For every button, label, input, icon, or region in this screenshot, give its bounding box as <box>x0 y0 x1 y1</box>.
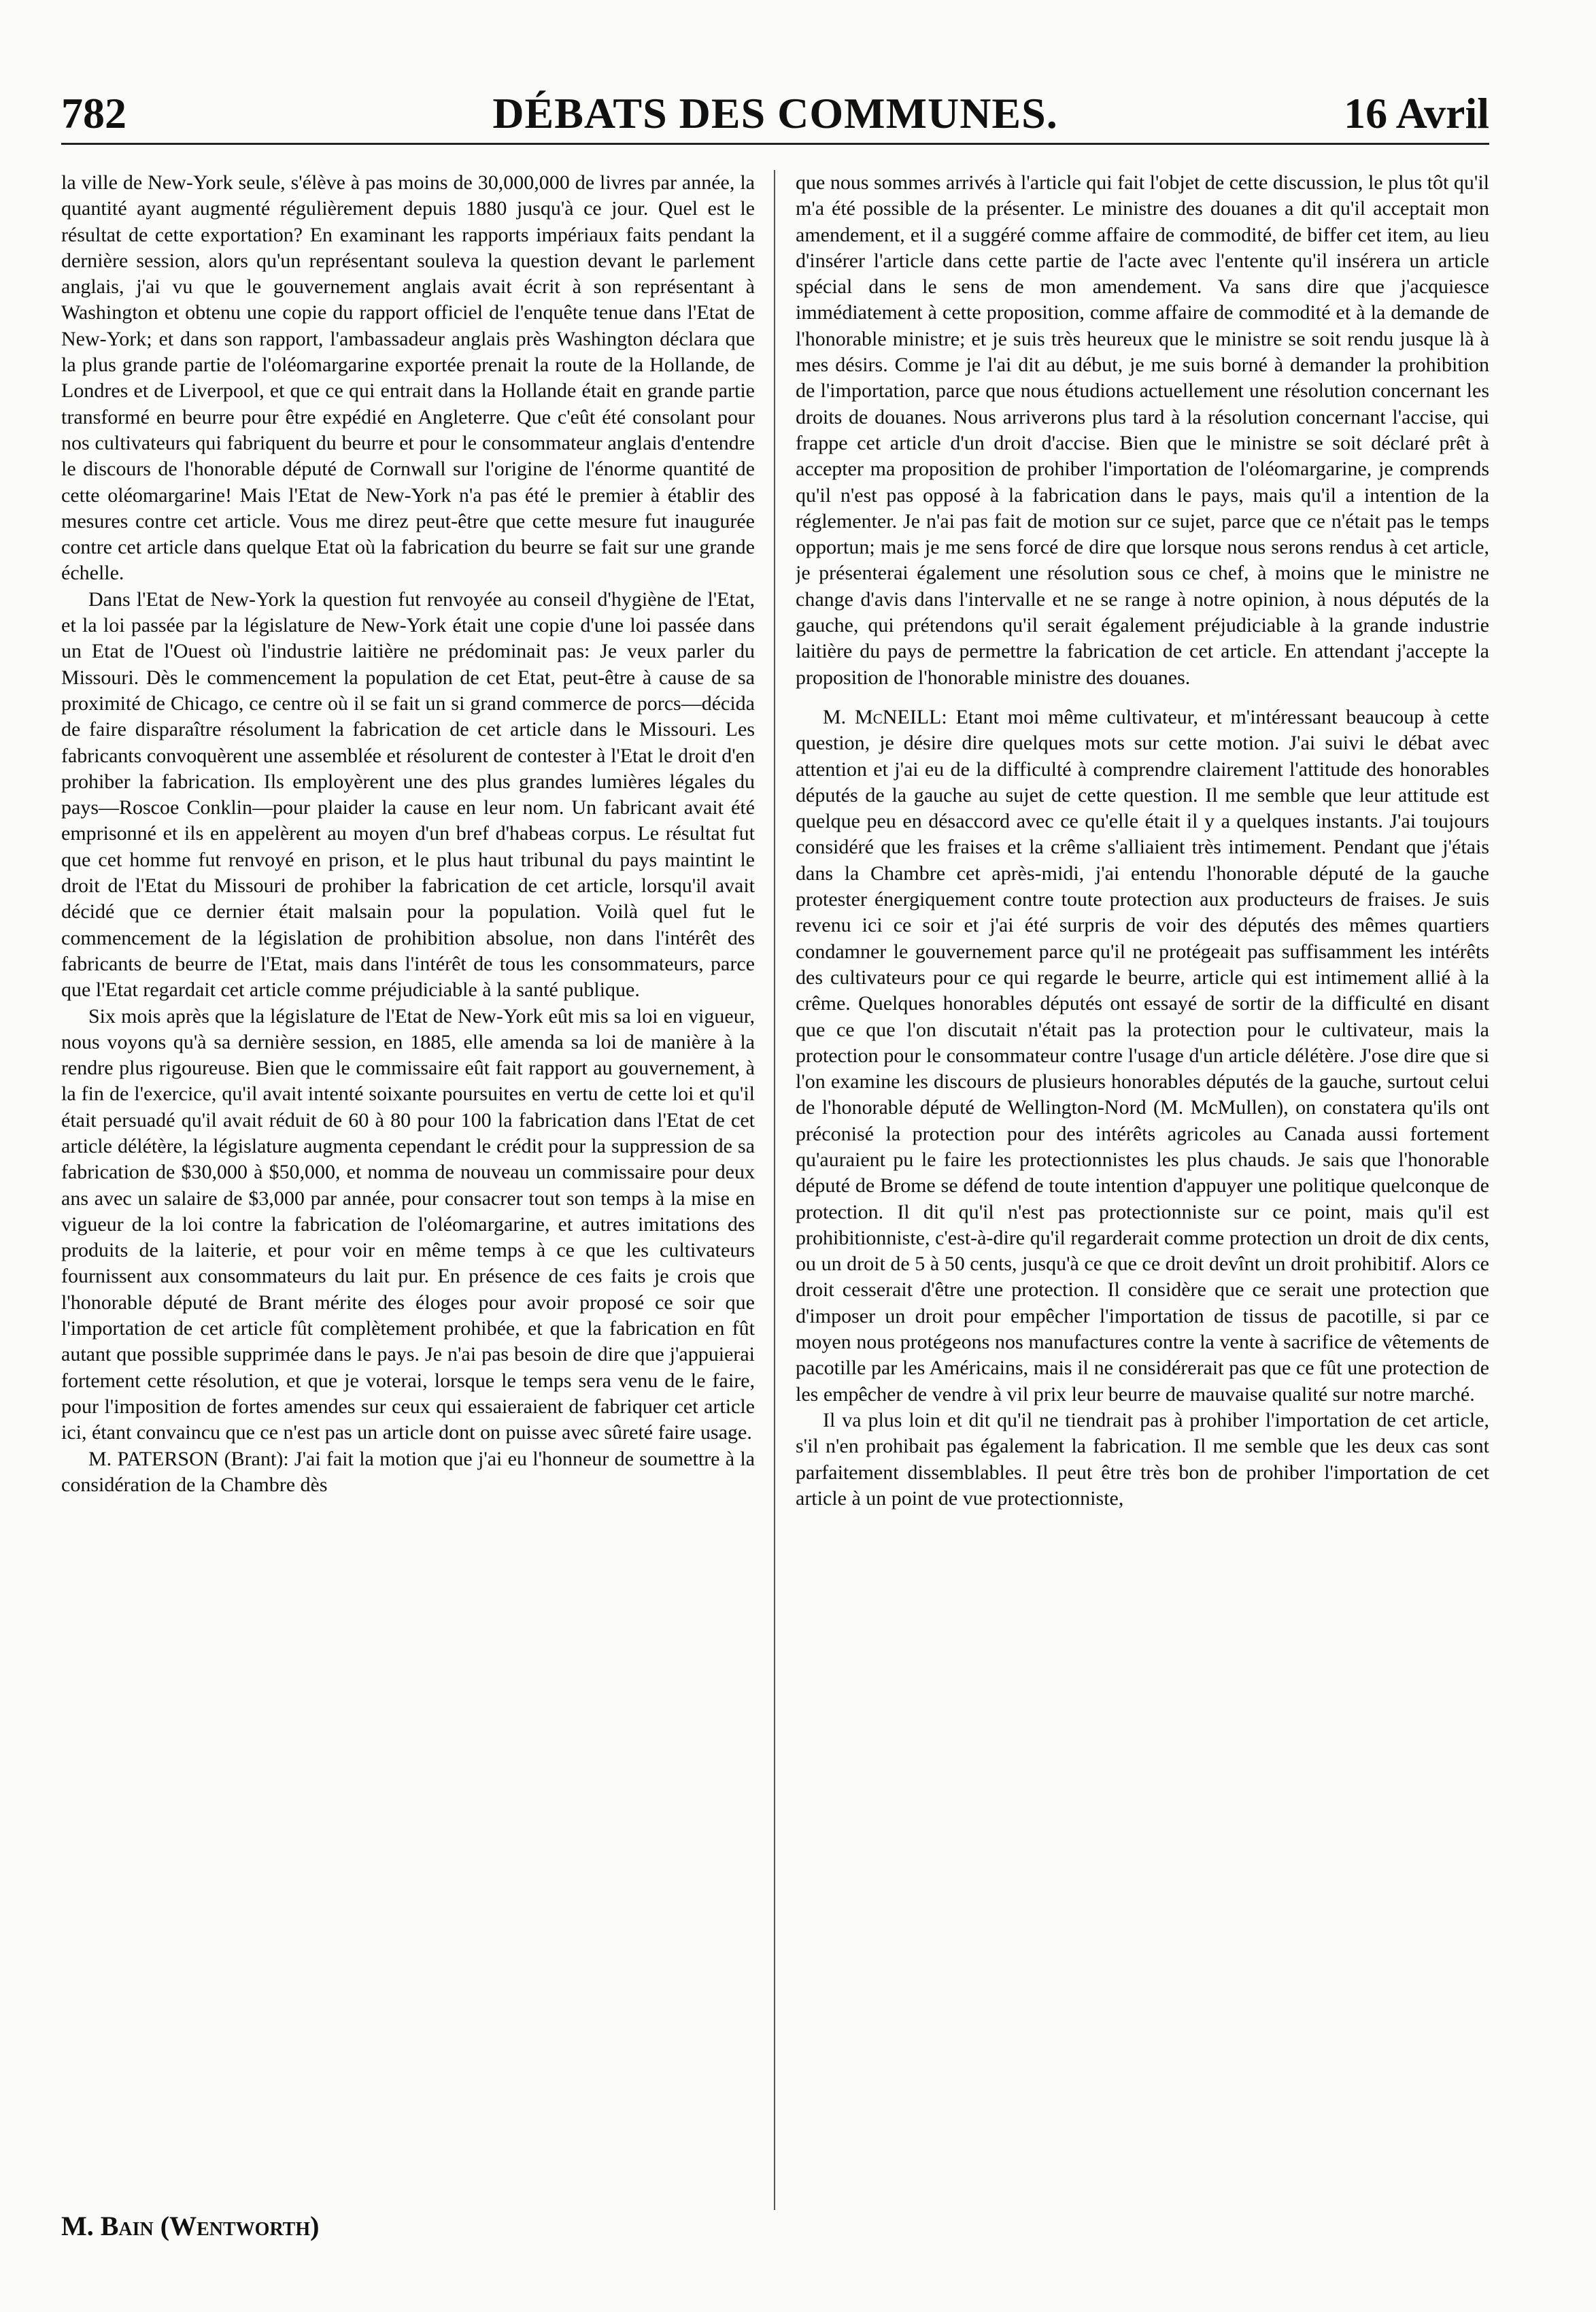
paragraph: que nous sommes arrivés à l'article qui fait l'objet de cette discussion, le plus tôt qu'il m'a été possible de la présenter. Le ministre des douanes a dit qu'il acceptait mon amendement, et il a suggéré comme affaire de commodité, de biffer cet item, au lieu d'insérer l'article dans cette partie de l'acte avec l'entente qu'il insérera un article spécial dans le sens de mon amendement. Va sans dire que j'acquiesce immédiatement à cette proposition, comme affaire de commodité et à la demande de l'honorable ministre; et je suis très heureux que le ministre se soit rendu jusque là à mes désirs. Comme je l'ai dit au début, je me suis borné à demander la prohibition de l'importation, parce que nous étudions actuellement une résolution concernant les droits de douanes. Nous arriverons plus tard à la résolution concernant l'accise, qui frappe cet article d'un droit d'accise. Bien que le ministre se soit déclaré prêt à accepter ma proposition de prohiber l'importation de l'oléomargarine, je comprends qu'il n'est pas opposé à la fabrication dans le pays, mais qu'il a intention de la réglementer. Je n'ai pas fait de motion sur ce sujet, parce que ce n'était pas le temps opportun; mais je me sens forcé de dire que lorsque nous serons rendus à cet article, je présenterai également une résolution sous ce chef, à moins que le ministre ne change d'avis dans l'intervalle et ne se range à notre opinion, à nous députés de la gauche, qui prétendons qu'il serait également préjudiciable à la grande industrie laitière du pays de permettre la fabrication de cet article. En attendant j'accepte la proposition de l'honorable ministre des douanes. <box>796 171 1489 689</box>
paragraph <box>61 1446 755 1499</box>
page-header <box>61 41 1489 145</box>
speaker-name: M. McNEILL <box>823 705 942 728</box>
text-columns <box>61 170 1489 2251</box>
speech-text: (Brant): J'ai fait la motion que j'ai eu l'honneur de soumettre à la considération de la Chambre dès <box>61 1447 755 1496</box>
left-column <box>61 170 755 2210</box>
paragraph: la ville de New-York seule, s'élève à pas moins de 30,000,000 de livres par année, la quantité ayant augmenté régulièrement depuis 1880 jusqu'à ce jour. Quel est le résultat de cette exportation? En examinant les rapports impériaux faits pendant la dernière session, alors qu'un représentant souleva la question devant le parlement anglais, j'ai vu que le gouvernement anglais avait écrit à son représentant à Washington et obtenu une copie du rapport officiel de l'enquête tenue dans l'Etat de New-York; et dans son rapport, l'ambassadeur anglais près Washington déclara que la plus grande partie de l'oléomargarine exportée prenait la route de la Hollande, de Londres et de Liverpool, et que ce qui entrait dans la Hollande était en grande partie transformé en beurre pour être expédié en Angleterre. Que c'eût été consolant pour nos cultivateurs qui fabriquent du beurre et pour le consommateur anglais d'entendre le discours de l'honorable député de Cornwall sur l'origine de l'énorme quantité de cette oléomargarine! Mais l'Etat de New-York n'a pas été le premier à établir des mesures contre cet article. Vous me direz peut-être que cette mesure fut inaugurée contre cet article dans quelque Etat où la fabrication du beurre se fait sur une grande échelle. <box>61 171 755 585</box>
paragraph <box>796 704 1489 1408</box>
paragraph: Dans l'Etat de New-York la question fut renvoyée au conseil d'hygiène de l'Etat, et la loi passée par la législature de New-York était une copie d'une loi passée dans un Etat de l'Ouest où l'industrie laitière ne prédominait pas: Je veux parler du Missouri. Dès le commencement la population de cet Etat, peut-être à cause de sa proximité de Chicago, ce centre où il se fait un si grand commerce de porcs—décida de faire disparaître résolument la fabrication de cet article dans le Missouri. Les fabricants convoquèrent une assemblée et résolurent de contester à l'Etat le droit d'en prohiber la fabrication. Ils employèrent une des plus grandes lumières légales du pays—Roscoe Conklin—pour plaider la cause en leur nom. Un fabricant avait été emprisonné et ils en appelèrent au moyen d'un bref d'habeas corpus. Le résultat fut que cet homme fut renvoyé en prison, et le plus haut tribunal du pays maintint le droit de l'Etat du Missouri de prohiber la fabrication de cet article, lorsqu'il avait décidé que ce dernier était malsain pour la population. Voilà quel fut le commencement de la législation de prohibition absolue, non dans l'intérêt des fabricants de beurre de l'Etat, mais dans l'intérêt de tous les consommateurs, parce que l'Etat regardait cet article comme préjudiciable à la santé publique. <box>61 588 755 1002</box>
speaker-name: M. PATERSON <box>88 1447 219 1470</box>
column-divider <box>774 170 775 2210</box>
page-number: 782 <box>61 89 126 137</box>
date-label: 16 Avril <box>1344 89 1489 137</box>
footer-note: M. Bain (Wentworth) <box>61 2211 320 2241</box>
right-column <box>796 170 1489 2210</box>
speech-text: : Etant moi même cultivateur, et m'intéressant beaucoup à cette question, je désire dire quelques mots sur cette motion. J'ai suivi le débat avec attention et j'ai eu de la difficulté à comprendre clairement l'attitude des honorables députés de la gauche au sujet de cette question. Il me semble que leur attitude est quelque peu en désaccord avec ce qu'elle était il y a quelques instants. J'ai toujours considéré que les fraises et la crême s'alliaient très intimement. Pendant que j'étais dans la Chambre cet après-midi, j'ai entendu l'honorable député de la gauche protester énergiquement contre toute protection aux producteurs de fraises. Je suis revenu ici ce soir et j'ai été surpris de voir des députés des mêmes quartiers condamner le gouvernement parce qu'il ne protégeait pas suffisamment les intérêts des cultivateurs pour ce qui regarde le beurre, article qui est intimement allié à la crême. Quelques honorables députés ont essayé de sortir de la difficulté en disant que ce que l'on discutait n'était pas la protection pour le cultivateur, mais la protection pour le consommateur contre l'usage d'un article délétère. J'ose dire que si l'on examine les discours de plusieurs honorables députés de la gauche, surtout celui de l'honorable député de Wellington-Nord (M. McMullen), on constatera qu'ils ont préconisé la protection pour des intérêts agricoles au Canada aussi fortement qu'auraient pu le faire les protectionnistes les plus chauds. Je sais que l'honorable député de Brome se défend de toute intention d'appuyer une politique quelconque de protection. Il dit qu'il n'est pas protectionniste sur ce point, mais qu'il est prohibitionniste, c'est-à-dire qu'il regarderait comme protection un droit de dix cents, ou un droit de 5 à 50 cents, jusqu'à ce que ce droit devînt un droit prohibitif. Alors ce droit cesserait d'être une protection. Il considère que ce serait une protection que d'imposer un droit pour empêcher l'importation de tissus de pacotille, si par ce moyen nous protégeons nos manufactures contre la vente à sacrifice de vêtements de pacotille par les Américains, mais il ne considérerait pas que ce fût une protection de les empêcher de vendre à vil prix leur beurre de mauvaise qualité sur notre marché. <box>796 705 1489 1406</box>
running-title: DÉBATS DES COMMUNES. <box>492 89 1058 137</box>
paragraph: Six mois après que la législature de l'Etat de New-York eût mis sa loi en vigueur, nous voyons qu'à sa dernière session, en 1885, elle amenda sa loi de manière à la rendre plus rigoureuse. Bien que le commissaire eût fait rapport au gouvernement, à la fin de l'exercice, qu'il avait intenté soixante poursuites en vertu de cette loi et qu'il était persuadé qu'il avait réduit de 60 à 80 pour 100 la fabrication dans l'Etat de cet article délétère, la législature augmenta cependant le crédit pour la suppression de sa fabrication de $30,000 à $50,000, et nomma de nouveau un commissaire pour deux ans avec un salaire de $3,000 par année, pour consacrer tout son temps à la mise en vigueur de la loi contre la fabrication de l'oléomargarine, et autres imitations des produits de la laiterie, et pour voir en même temps à ce que les cultivateurs fournissent aux consommateurs du lait pur. En présence de ces faits je crois que l'honorable député de Brant mérite des éloges pour avoir proposé ce soir que l'importation de cet article fût complètement prohibée, et que la fabrication en fût autant que possible supprimée dans le pays. Je n'ai pas besoin de dire que j'appuierai fortement cette résolution, et que je voterai, lorsque le temps sera venu de le faire, pour l'imposition de fortes amendes sur ceux qui essaieraient de fabriquer cet article ici, étant convaincu que ce n'est pas un article dont on puisse avec sûreté faire usage. <box>61 1004 755 1444</box>
paragraph: Il va plus loin et dit qu'il ne tiendrait pas à prohiber l'importation de cet article, s'il n'en prohibait pas également la fabrication. Il me semble que les deux cas sont parfaitement dissemblables. Il peut être très bon de prohiber l'importation de cet article à un point de vue protectionniste, <box>796 1408 1489 1510</box>
